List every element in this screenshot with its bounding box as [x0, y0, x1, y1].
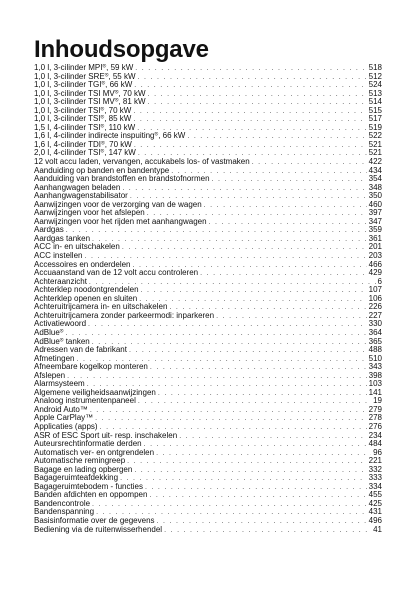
toc-entry[interactable]: [34, 73, 382, 82]
toc-entry-label: Aanhangwagenstabilisator: [34, 192, 128, 201]
toc-entry[interactable]: [34, 355, 382, 364]
toc-entry-label: Algemene veiligheidsaanwijzingen: [34, 388, 156, 397]
dot-leader: [144, 441, 367, 449]
toc-entry[interactable]: [34, 320, 382, 329]
toc-entry[interactable]: [34, 201, 382, 210]
toc-entry[interactable]: [34, 363, 382, 372]
toc-entry[interactable]: [34, 226, 382, 235]
toc-entry-page-number: 521: [368, 140, 382, 149]
toc-entry-label: Afneembare kogelkop monteren: [34, 363, 148, 372]
toc-entry-page-number: 522: [368, 132, 382, 141]
toc-entry-label: Achteruitrijcamera in- en uitschakelen: [34, 303, 168, 312]
dot-leader: [187, 133, 366, 141]
dot-leader: [90, 407, 367, 415]
toc-entry[interactable]: [34, 209, 382, 218]
toc-entry-page-number: 332: [368, 465, 382, 474]
toc-entry[interactable]: [34, 380, 382, 389]
dot-leader: [92, 339, 367, 347]
toc-entry-page-number: 227: [368, 311, 382, 320]
dot-leader: [158, 390, 367, 398]
toc-entry-label: 1,6 l, 4-cilinder TDI®, 70 kW: [34, 140, 132, 149]
dot-leader: [204, 202, 367, 210]
toc-entry[interactable]: [34, 235, 382, 244]
toc-entry[interactable]: [34, 269, 382, 278]
toc-entry-page-number: 354: [368, 175, 382, 184]
toc-entry[interactable]: [34, 252, 382, 261]
dot-leader: [134, 82, 366, 90]
toc-entry[interactable]: [34, 338, 382, 347]
toc-entry-label: Achteraanzicht: [34, 277, 87, 286]
toc-entry-label: Bagage en lading opbergen: [34, 465, 133, 474]
toc-entry-label: Bandencontrole: [34, 499, 91, 508]
toc-entry-page-number: 513: [368, 89, 382, 98]
toc-entry-label: 1,0 l, 3-cilinder TSI MV®, 70 kW: [34, 89, 146, 98]
registered-mark: ®: [100, 106, 105, 113]
toc-entry[interactable]: [34, 312, 382, 321]
dot-leader: [164, 527, 371, 535]
dot-leader: [157, 518, 367, 526]
toc-entry-label: Bediening via de ruitenwisserhendel: [34, 525, 163, 534]
toc-entry-label: Accessoires en onderdelen: [34, 260, 131, 269]
dot-leader: [134, 467, 366, 475]
toc-entry[interactable]: [34, 158, 382, 167]
toc-entry-label: ACC instellen: [34, 252, 83, 261]
toc-entry[interactable]: [34, 466, 382, 475]
toc-entry-label: Bagageruimtebodem - functies: [34, 482, 143, 491]
toc-entry-page-number: 488: [368, 346, 382, 355]
dot-leader: [209, 219, 367, 227]
toc-entry-label: Aanduiding van brandstoffen en brandstofnormen: [34, 175, 210, 184]
dot-leader: [96, 509, 367, 517]
toc-entry-label: Accuaanstand van de 12 volt accu controleren: [34, 269, 199, 278]
toc-entry-page-number: 350: [368, 192, 382, 201]
toc-entry-label: Applicaties (apps): [34, 422, 98, 431]
dot-leader: [122, 185, 366, 193]
toc-entry-page-number: 141: [368, 388, 382, 397]
dot-leader: [92, 501, 367, 509]
toc-entry-page-number: 226: [368, 303, 382, 312]
toc-entry-page-number: 466: [368, 260, 382, 269]
toc-entry-label: 12 volt accu laden, vervangen, accukabels los- of vastmaken: [34, 158, 250, 167]
dot-leader: [133, 108, 366, 116]
toc-entry-page-number: 330: [368, 320, 382, 329]
dot-leader: [138, 398, 371, 406]
dot-leader: [133, 116, 366, 124]
toc-entry-label: 1,0 l, 3-cilinder TSI MV®, 81 kW: [34, 98, 146, 107]
toc-entry-label: Auteursrechtinformatie derden: [34, 440, 142, 449]
toc-entry-label: ASR of ESC Sport uit- resp. inschakelen: [34, 431, 178, 440]
dot-leader: [67, 373, 367, 381]
toc-entry[interactable]: [34, 261, 382, 270]
toc-entry[interactable]: [34, 184, 382, 193]
dot-leader: [171, 168, 366, 176]
toc-entry[interactable]: [34, 483, 382, 492]
dot-leader: [169, 304, 366, 312]
toc-entry-page-number: 221: [368, 457, 382, 466]
toc-entry-page-number: 496: [368, 516, 382, 525]
dot-leader: [87, 381, 367, 389]
toc-entry[interactable]: [34, 329, 382, 338]
dot-leader: [84, 253, 366, 261]
dot-leader: [95, 415, 367, 423]
dot-leader: [156, 450, 371, 458]
toc-entry[interactable]: [34, 500, 382, 509]
toc-entry[interactable]: [34, 107, 382, 116]
toc-entry-page-number: 201: [368, 243, 382, 252]
toc-entry[interactable]: [34, 303, 382, 312]
toc-entry-label: Achteruitrijcamera zonder parkeermodi: inparkeren: [34, 311, 215, 320]
toc-entry[interactable]: [34, 286, 382, 295]
toc-entry-page-number: 431: [368, 508, 382, 517]
dot-leader: [200, 270, 367, 278]
toc-entry-label: Basisinformatie over de gegevens: [34, 516, 155, 525]
toc-entry-label: Achterklep openen en sluiten: [34, 294, 138, 303]
toc-entry-label: Bandenspanning: [34, 508, 95, 517]
registered-mark: ®: [100, 149, 105, 155]
dot-leader: [100, 424, 367, 432]
toc-entry[interactable]: [34, 98, 382, 107]
registered-mark: ®: [104, 72, 109, 79]
toc-entry-page-number: 347: [368, 217, 382, 226]
toc-entry[interactable]: [34, 414, 382, 423]
dot-leader: [179, 433, 366, 441]
toc-entry-label: Aardgas: [34, 226, 64, 235]
dot-leader: [139, 296, 366, 304]
toc-entry[interactable]: [34, 457, 382, 466]
dot-leader: [122, 244, 367, 252]
toc-entry[interactable]: [34, 491, 382, 500]
toc-entry[interactable]: [34, 132, 382, 141]
toc-entry-page-number: 343: [368, 363, 382, 372]
toc-entry-label: Aanwijzingen voor het afslepen: [34, 209, 145, 218]
toc-entry[interactable]: [34, 192, 382, 201]
dot-leader: [138, 74, 367, 82]
registered-mark: ®: [101, 81, 106, 87]
toc-entry-page-number: 334: [368, 482, 382, 491]
toc-entry-page-number: 41: [373, 525, 382, 534]
toc-entry[interactable]: [34, 372, 382, 381]
toc-entry-label: 1,0 l, 3-cilinder TGI®, 66 kW: [34, 81, 133, 90]
toc-entry[interactable]: [34, 218, 382, 227]
dot-leader: [150, 364, 367, 372]
dot-leader: [216, 313, 367, 321]
toc-entry-page-number: 518: [368, 64, 382, 72]
dot-leader: [89, 279, 376, 287]
toc-entry-page-number: 361: [368, 234, 382, 243]
toc-entry-label: 1,0 l, 3-cilinder TSI®, 85 kW: [34, 115, 132, 124]
toc-entry-page-number: 348: [368, 183, 382, 192]
toc-entry-label: Banden afdichten en oppompen: [34, 491, 148, 500]
toc-entry[interactable]: [34, 389, 382, 398]
toc-entry-page-number: 455: [368, 491, 382, 500]
toc-entry-label: Adressen van de fabrikant: [34, 346, 127, 355]
dot-leader: [120, 475, 367, 483]
toc-entry-page-number: 524: [368, 81, 382, 90]
toc-entry[interactable]: [34, 149, 382, 158]
toc-entry-label: Android Auto™: [34, 405, 88, 414]
toc-entry-page-number: 234: [368, 431, 382, 440]
toc-entry-label: 1,0 l, 3-cilinder TSI®, 70 kW: [34, 106, 132, 115]
toc-entry[interactable]: [34, 295, 382, 304]
toc-entry-label: 1,0 l, 3-cilinder SRE®, 55 kW: [34, 72, 136, 81]
registered-mark: ®: [100, 115, 105, 121]
toc-entry-label: Aanwijzingen voor de verzorging van de wagen: [34, 200, 202, 209]
toc-entry-label: Aanhangwagen beladen: [34, 183, 121, 192]
toc-entry[interactable]: [34, 243, 382, 252]
toc-entry-page-number: 359: [368, 226, 382, 235]
registered-mark: ®: [102, 64, 107, 70]
toc-entry-page-number: 107: [368, 286, 382, 295]
dot-leader: [133, 262, 367, 270]
toc-entry-label: AdBlue®: [34, 328, 64, 337]
dot-leader: [252, 159, 367, 167]
registered-mark: ®: [154, 132, 159, 138]
toc-entry-page-number: 521: [368, 149, 382, 158]
toc-entry-page-number: 515: [368, 106, 382, 115]
dot-leader: [127, 458, 366, 466]
dot-leader: [92, 236, 367, 244]
toc-entry[interactable]: [34, 141, 382, 150]
registered-mark: ®: [59, 337, 64, 343]
dot-leader: [212, 176, 367, 184]
toc-entry-label: 1,5 l, 4-cilinder TSI®, 110 kW: [34, 123, 136, 132]
dot-leader: [148, 91, 367, 99]
dot-leader: [134, 142, 367, 150]
toc-entry-page-number: 279: [368, 405, 382, 414]
toc-entry[interactable]: [34, 124, 382, 133]
toc-entry-label: Bagageruimteafdekking: [34, 474, 119, 483]
toc-entry-label: Afslepen: [34, 371, 66, 380]
toc-entry-page-number: 397: [368, 209, 382, 218]
dot-leader: [141, 287, 367, 295]
toc-entry[interactable]: [34, 167, 382, 176]
toc-entry-label: Aanwijzingen voor het rijden met aanhangwagen: [34, 217, 207, 226]
toc-entry-page-number: 484: [368, 440, 382, 449]
toc-entry[interactable]: [34, 90, 382, 99]
toc-entry-label: AdBlue® tanken: [34, 337, 90, 346]
toc-entry-label: Alarmsysteem: [34, 380, 85, 389]
dot-leader: [65, 330, 366, 338]
toc-entry-page-number: 512: [368, 72, 382, 81]
registered-mark: ®: [100, 123, 105, 130]
registered-mark: ®: [59, 328, 64, 335]
dot-leader: [145, 484, 367, 492]
toc-entry-page-number: 96: [373, 448, 382, 457]
toc-entry-page-number: 422: [368, 158, 382, 167]
toc-entry-page-number: 106: [368, 294, 382, 303]
toc-entry[interactable]: [34, 278, 382, 287]
toc-entry[interactable]: [34, 64, 382, 73]
dot-leader: [88, 321, 367, 329]
dot-leader: [147, 210, 367, 218]
registered-mark: ®: [101, 140, 105, 147]
dot-leader: [66, 227, 367, 235]
toc-entry[interactable]: [34, 474, 382, 483]
page-title: Inhoudsopgave: [34, 36, 209, 63]
toc-entry-page-number: 203: [368, 252, 382, 261]
toc-entry[interactable]: [34, 406, 382, 415]
toc-entry-page-number: 19: [373, 397, 382, 406]
toc-entry[interactable]: [34, 449, 382, 458]
dot-leader: [130, 193, 367, 201]
toc-entry[interactable]: [34, 517, 382, 526]
dot-leader: [76, 356, 366, 364]
toc-entry[interactable]: [34, 397, 382, 406]
toc-entry-label: Apple CarPlay™: [34, 414, 94, 423]
toc-entry-label: Achterklep noodontgrendelen: [34, 286, 139, 295]
toc-entry-page-number: 103: [368, 380, 382, 389]
dot-leader: [148, 99, 367, 107]
toc-entry-page-number: 517: [368, 115, 382, 124]
toc-entry-page-number: 425: [368, 499, 382, 508]
toc-entry-label: 1,6 l, 4-cilinder indirecte inspuiting®, 66 kW: [34, 132, 186, 141]
toc-entry-label: 1,0 l, 3-cilinder MPI®, 59 kW: [34, 64, 134, 72]
toc-entry-label: 2,0 l, 4-cilinder TSI®, 147 kW: [34, 149, 136, 158]
toc-entry[interactable]: [34, 346, 382, 355]
toc-entry[interactable]: [34, 440, 382, 449]
toc-entry-label: ACC in- en uitschakelen: [34, 243, 120, 252]
registered-mark: ®: [114, 98, 119, 104]
toc-entry-label: Aanduiding op banden en bandentype: [34, 166, 170, 175]
toc-entry-label: Analoog instrumentenpaneel: [34, 397, 136, 406]
toc-entry-page-number: 519: [368, 123, 382, 132]
toc-entry[interactable]: [34, 423, 382, 432]
dot-leader: [138, 150, 367, 158]
toc-page: [34, 37, 382, 534]
dot-leader: [129, 347, 367, 355]
toc-entry-page-number: 510: [368, 354, 382, 363]
toc-entry-label: Automatische remingreep: [34, 457, 126, 466]
toc-entry[interactable]: [34, 115, 382, 124]
toc-entry-label: Aardgas tanken: [34, 234, 91, 243]
dot-leader: [149, 492, 366, 500]
registered-mark: ®: [114, 89, 119, 96]
toc-entry[interactable]: [34, 526, 382, 535]
toc-entry-page-number: 514: [368, 98, 382, 107]
toc-entry-page-number: 364: [368, 328, 382, 337]
toc-entry-page-number: 278: [368, 414, 382, 423]
toc-entry-page-number: 434: [368, 166, 382, 175]
toc-entry-label: Activatiewoord: [34, 320, 87, 329]
toc-entry-label: Afmetingen: [34, 354, 75, 363]
dot-leader: [135, 65, 366, 73]
toc-entry-label: Automatisch ver- en ontgrendelen: [34, 448, 155, 457]
toc-entry[interactable]: [34, 432, 382, 441]
toc-entry-page-number: 460: [368, 200, 382, 209]
toc-entry-page-number: 398: [368, 371, 382, 380]
toc-entry-page-number: 6: [377, 277, 382, 286]
toc-entry-page-number: 429: [368, 269, 382, 278]
toc-entry[interactable]: [34, 175, 382, 184]
dot-leader: [137, 125, 366, 133]
toc-entry-page-number: 333: [368, 474, 382, 483]
toc-entry-page-number: 276: [368, 422, 382, 431]
toc-entry[interactable]: [34, 508, 382, 517]
toc-list: [34, 64, 382, 534]
toc-entry[interactable]: [34, 81, 382, 90]
toc-entry-page-number: 365: [368, 337, 382, 346]
